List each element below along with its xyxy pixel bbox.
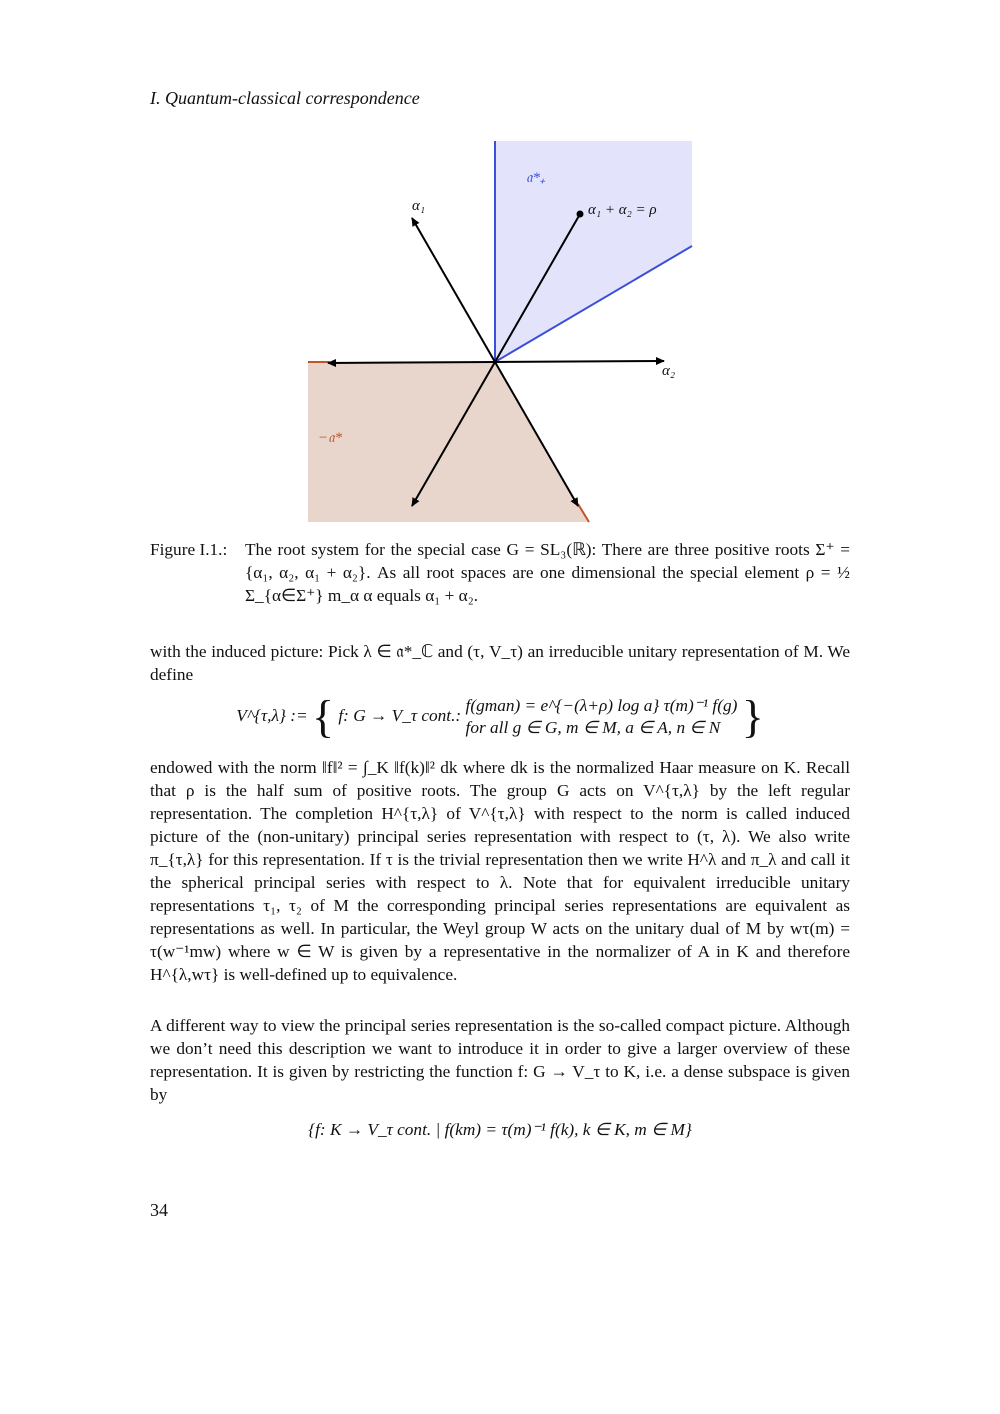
root-alpha1-arrow	[412, 218, 495, 362]
root-system-figure	[300, 138, 700, 528]
caption-label: Figure I.1.:	[150, 540, 228, 559]
root-alpha2-arrow	[495, 361, 664, 362]
label-alpha1: α₁	[412, 198, 426, 214]
running-header	[150, 88, 420, 109]
page-number-text: 34	[150, 1200, 168, 1220]
equation-compact-picture	[150, 1120, 850, 1140]
label-positive-chamber: 𝔞*₊	[526, 170, 546, 186]
left-brace-icon: {	[311, 691, 335, 742]
equation-induced-definition	[150, 691, 850, 742]
right-brace-icon: }	[741, 691, 764, 742]
caption-text: The root system for the special case G = SL₃(ℝ): There are three positive roots Σ⁺ = {α₁, α₂, α₁ + α₂}. As all root spaces are one dimensional the special element ρ = ½ Σ_{α∈Σ⁺} m_α α equals α₁ + α₂.	[245, 540, 850, 605]
paragraph-principal-series	[150, 756, 850, 986]
root-neg-alpha2-arrow	[328, 362, 495, 363]
equation-condition-1: f(gman) = e^{−(λ+ρ) log a} τ(m)⁻¹ f(g)	[465, 696, 738, 715]
label-sum-root: α₁ + α₂ = ρ	[588, 202, 657, 218]
rho-point	[577, 211, 584, 218]
paragraph-compact-picture	[150, 1014, 850, 1106]
paragraph-induced-picture	[150, 640, 850, 686]
equation-compact-text: {f: K → V_τ cont. | f(km) = τ(m)⁻¹ f(k), k ∈ K, m ∈ M}	[308, 1120, 692, 1139]
positive-chamber-region	[495, 141, 692, 362]
root-system-diagram	[300, 138, 700, 528]
equation-conditions	[466, 695, 738, 739]
label-negative-chamber: −𝔞*	[318, 430, 343, 446]
paragraph-compact-picture-text: A different way to view the principal series representation is the so-called compact picture. Although we don’t need this description we want to introduce it in order to give a larger overview of these representation. It is given by restricting the function f: G → V_τ to K, i.e. a dense subspace is given by	[150, 1016, 850, 1104]
paragraph-principal-series-text: endowed with the norm ‖f‖² = ∫_K ‖f(k)‖² dk where dk is the normalized Haar measure on K. Recall that ρ is the half sum of positive roots. The group G acts on V^{τ,λ} by the left regular representation. The completion H^{τ,λ} of V^{τ,λ} with respect to the norm is called induced picture of the (non-unitary) principal series representation with respect to (τ, λ). We also write π_{τ,λ} for this representation. If τ is the trivial representation then we write H^λ and π_λ and call it the spherical principal series with respect to λ. Note that for equivalent irreducible unitary representations τ₁, τ₂ of M the corresponding principal series representations are equivalent as representations as well. In particular, the Weyl group W acts on the unitary dual of M by wτ(m) = τ(w⁻¹mw) where w ∈ W is given by a representative in the normalizer of A in K and therefore H^{λ,wτ} is well-defined up to equivalence.	[150, 758, 850, 984]
equation-set-head: f: G → V_τ cont.:	[338, 705, 462, 725]
equation-lhs: V^{τ,λ} :=	[236, 705, 308, 725]
running-header-text: I. Quantum-classical correspondence	[150, 88, 420, 108]
equation-condition-2: for all g ∈ G, m ∈ M, a ∈ A, n ∈ N	[465, 718, 721, 737]
paragraph-induced-picture-text: with the induced picture: Pick λ ∈ 𝔞*_ℂ and (τ, V_τ) an irreducible unitary representation of M. We define	[150, 642, 850, 684]
label-alpha2: α₂	[662, 363, 676, 379]
page-number	[150, 1200, 168, 1221]
figure-caption	[150, 538, 850, 607]
